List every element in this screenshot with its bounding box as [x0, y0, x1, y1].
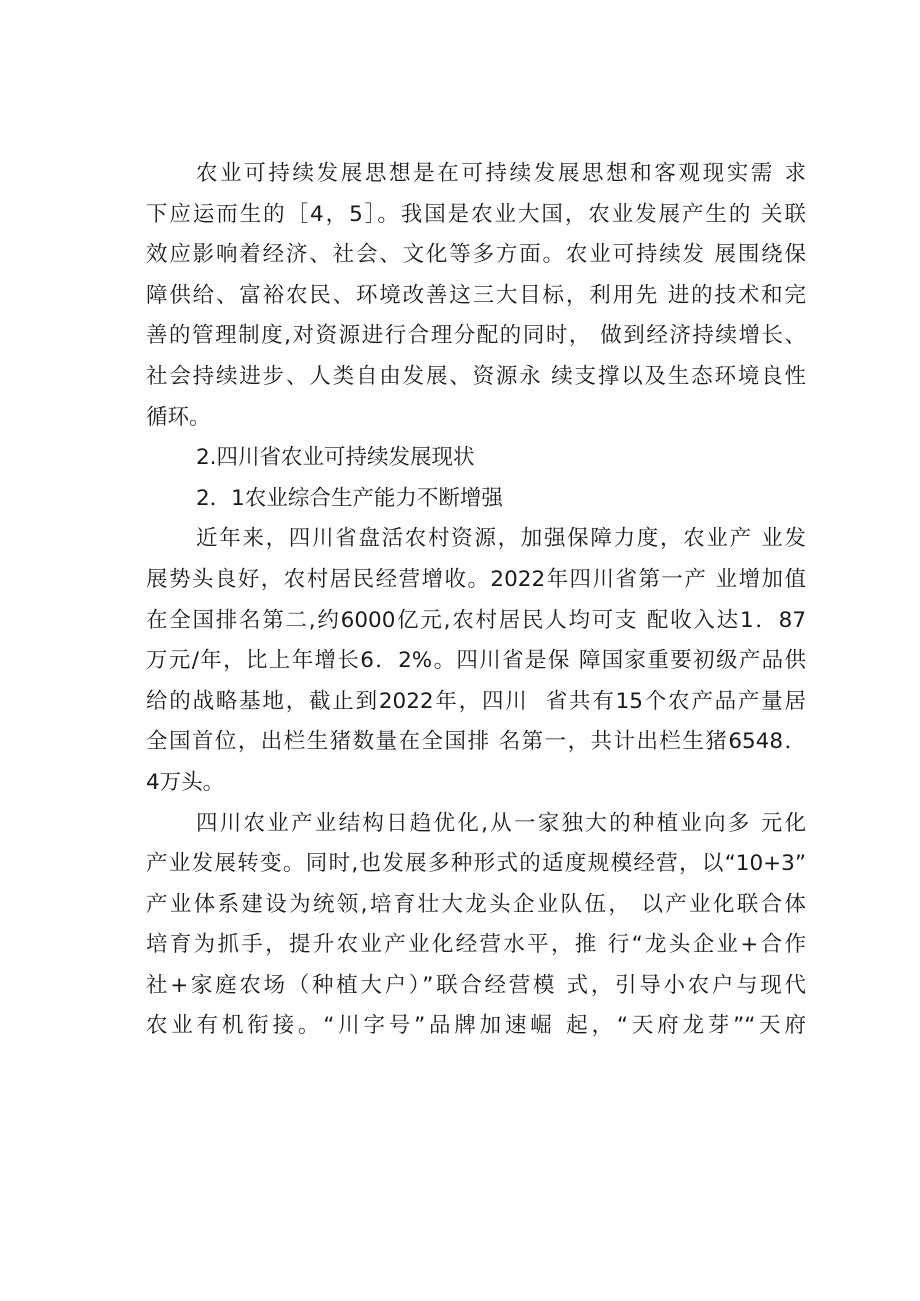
text-line: 四川农业产业结构日趋优化,从一家独大的种植业向多 元化 — [196, 810, 806, 836]
text-line: 社+家庭农场（种植大户）”联合经营模 式，引导小农户与现代 — [146, 972, 806, 998]
text-line: 善的管理制度,对资源进行合理分配的同时， 做到经济持续增长、 — [146, 323, 806, 349]
section-heading — [146, 438, 806, 479]
text-line: 效应影响着经济、社会、文化等多方面。农业可持续发 展围绕保 — [146, 242, 806, 268]
text-line: 全国首位，出栏生猪数量在全国排 名第一，共计出栏生猪6548． — [146, 729, 806, 755]
heading-text: 2．1农业综合生产能力不断增强 — [196, 485, 503, 511]
text-line: 给的战略基地，截止到2022年，四川 省共有15个农产品产量居 — [146, 688, 806, 714]
text-line: 培育为抓手，提升农业产业化经营水平，推 行“龙头企业+合作 — [146, 932, 806, 958]
text-line: 障供给、富裕农民、环境改善这三大目标，利用先 进的技术和完 — [146, 282, 806, 308]
text-line: 产业体系建设为统领,培育壮大龙头企业队伍， 以产业化联合体 — [146, 891, 806, 917]
text-line: 4万头。 — [146, 769, 225, 795]
text-line: 循环。 — [146, 404, 211, 430]
text-line: 下应运而生的［4，5］。我国是农业大国，农业发展产生的 关联 — [146, 201, 806, 227]
text-line: 万元/年，比上年增长6．2%。四川省是保 障国家重要初级产品供 — [146, 648, 806, 674]
paragraph-industry-structure — [146, 804, 806, 1048]
text-line: 展势头良好，农村居民经营增收。2022年四川省第一产 业增加值 — [146, 566, 806, 592]
heading-text: 2.四川省农业可持续发展现状 — [196, 445, 475, 471]
text-line: 农业可持续发展思想是在可持续发展思想和客观现实需 求 — [196, 161, 806, 186]
paragraph-production-capacity — [146, 519, 806, 803]
paragraph-intro-definition — [146, 154, 806, 438]
document-body — [146, 154, 806, 1047]
text-line: 农业有机衔接。“川字号”品牌加速崛 起，“天府龙芽”“天府 — [146, 1013, 806, 1039]
text-line: 在全国排名第二,约6000亿元,农村居民人均可支 配收入达1．87 — [146, 607, 806, 633]
text-line: 社会持续进步、人类自由发展、资源永 续支撑以及生态环境良性 — [146, 363, 806, 389]
text-line: 产业发展转变。同时,也发展多种形式的适度规模经营，以“10+3” — [146, 851, 806, 877]
subsection-heading — [146, 479, 806, 520]
text-line: 近年来，四川省盘活农村资源，加强保障力度，农业产 业发 — [196, 526, 806, 552]
